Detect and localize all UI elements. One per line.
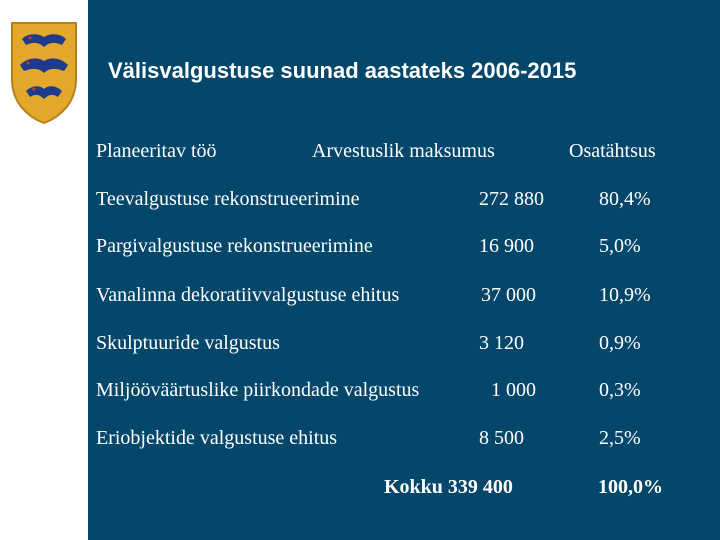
row-label: Eriobjektide valgustuse ehitus [96,427,338,449]
row-share: 2,5% [599,427,641,449]
row-label: Teevalgustuse rekonstrueerimine [96,188,360,210]
row-cost: 16 900 [479,235,534,257]
header-planned-work: Planeeritav töö [96,140,217,162]
row-share: 0,3% [599,379,641,401]
total-label: Kokku 339 400 [384,476,513,498]
row-share: 0,9% [599,332,641,354]
row-cost: 3 120 [479,332,524,354]
row-cost: 37 000 [481,284,536,306]
slide-title: Välisvalgustuse suunad aastateks 2006‑2015 [108,58,577,83]
total-share: 100,0% [598,476,663,498]
row-share: 10,9% [599,284,651,306]
coat-of-arms-icon [8,19,80,125]
row-label: Skulptuuride valgustus [96,332,280,354]
row-label: Vanalinna dekoratiivvalgustuse ehitus [96,284,400,306]
header-estimated-cost: Arvestuslik maksumus [312,140,495,162]
row-cost: 1 000 [491,379,536,401]
row-share: 5,0% [599,235,641,257]
row-label: Pargivalgustuse rekonstrueerimine [96,235,373,257]
row-cost: 8 500 [479,427,524,449]
header-share: Osatähtsus [569,140,656,162]
left-strip [0,0,88,540]
row-label: Miljööväärtuslike piirkondade valgustus [96,379,420,401]
row-cost: 272 880 [479,188,544,210]
row-share: 80,4% [599,188,651,210]
